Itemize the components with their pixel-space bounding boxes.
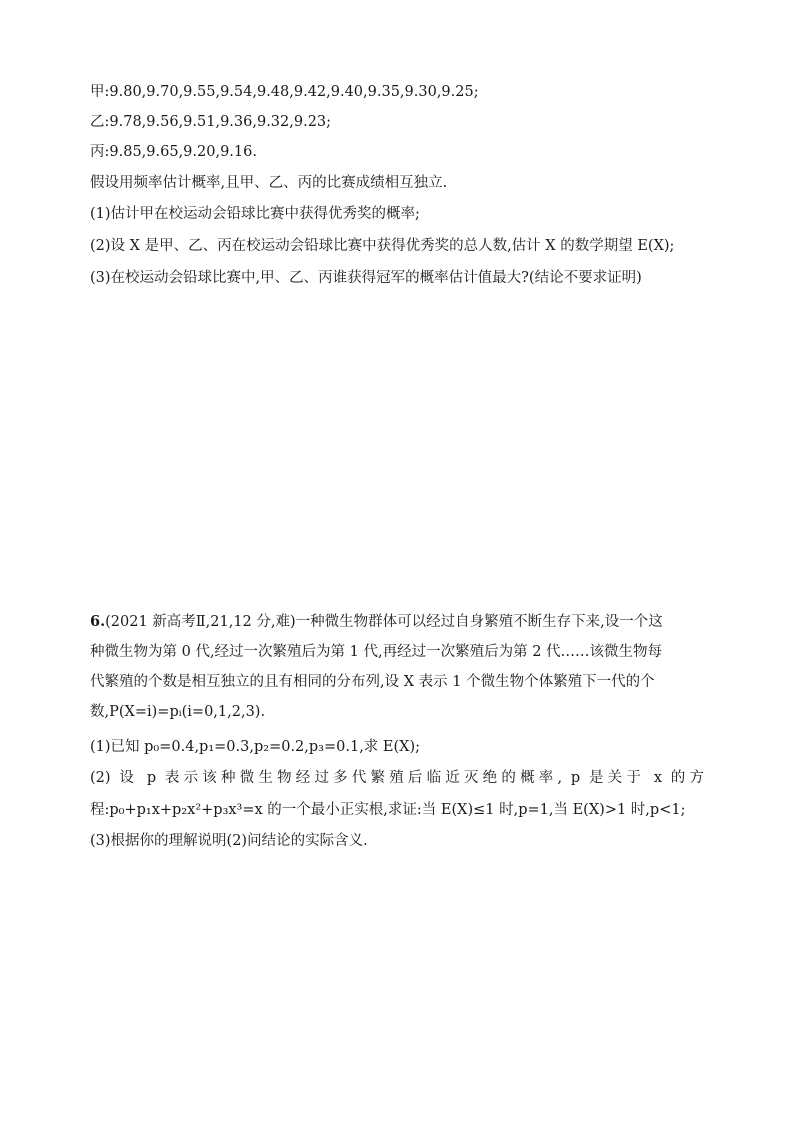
question-2: (2)设 X 是甲、乙、丙在校运动会铅球比赛中获得优秀奖的总人数,估计 X 的数学期望 E(X); xyxy=(90,238,675,254)
problem-6-question-3: (3)根据你的理解说明(2)问结论的实际含义. xyxy=(90,833,368,849)
problem-6-intro-text: (2021 新高考Ⅱ,21,12 分,难)一种微生物群体可以经过自身繁殖不断生存下来,设一个这 xyxy=(105,614,663,630)
problem-6-question-2-line-1: (2) 设 p 表示该种微生物经过多代繁殖后临近灭绝的概率, p 是关于 x 的方 xyxy=(90,770,704,786)
assumption-text: 假设用频率估计概率,且甲、乙、丙的比赛成绩相互独立. xyxy=(90,175,448,191)
data-bing: 丙:9.85,9.65,9.20,9.16. xyxy=(90,144,257,160)
problem-number: 6. xyxy=(90,613,106,630)
question-3: (3)在校运动会铅球比赛中,甲、乙、丙谁获得冠军的概率估计值最大?(结论不要求证明) xyxy=(90,270,642,286)
data-jia: 甲:9.80,9.70,9.55,9.54,9.48,9.42,9.40,9.35,9.30,9.25; xyxy=(90,84,479,100)
problem-6-intro-line-1 xyxy=(90,612,704,632)
problem-6-intro-line-3: 代繁殖的个数是相互独立的且有相同的分布列,设 X 表示 1 个微生物个体繁殖下一代的个 xyxy=(90,674,655,690)
data-yi: 乙:9.78,9.56,9.51,9.36,9.32,9.23; xyxy=(90,114,332,130)
problem-6-intro-line-2: 种微生物为第 0 代,经过一次繁殖后为第 1 代,再经过一次繁殖后为第 2 代……该微生物每 xyxy=(90,644,663,660)
problem-6-intro-line-4: 数,P(X=i)=pᵢ(i=0,1,2,3). xyxy=(90,704,266,720)
question-1: (1)估计甲在校运动会铅球比赛中获得优秀奖的概率; xyxy=(90,206,420,222)
problem-6-question-2-line-2: 程:p₀+p₁x+p₂x²+p₃x³=x 的一个最小正实根,求证:当 E(X)≤1 时,p=1,当 E(X)>1 时,p<1; xyxy=(90,802,686,818)
problem-6-question-1: (1)已知 p₀=0.4,p₁=0.3,p₂=0.2,p₃=0.1,求 E(X); xyxy=(90,739,421,755)
